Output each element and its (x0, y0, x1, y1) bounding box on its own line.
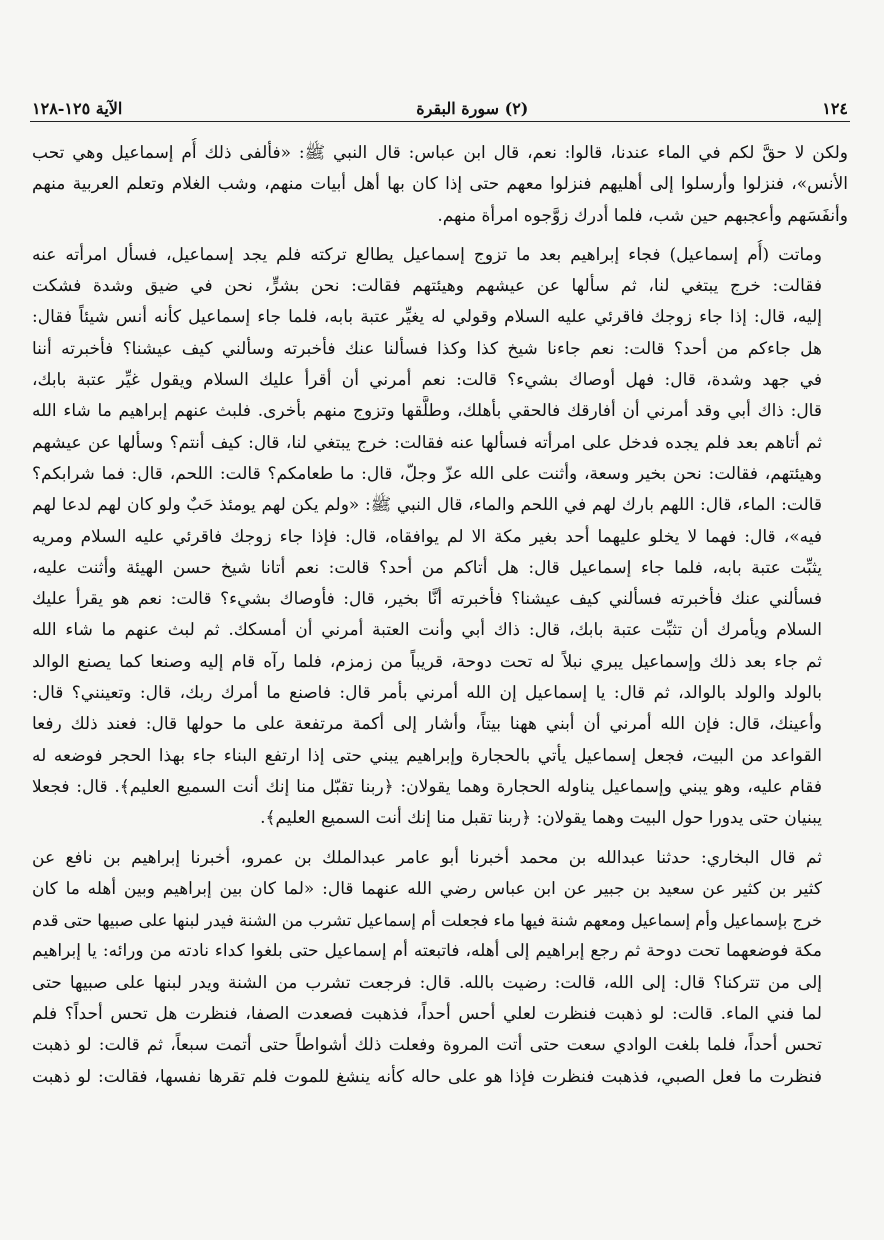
text-line: مكة فوضعهما تحت دوحة ثم رجع إبراهيم إلى أهله، فاتبعته أم إسماعيل حتى بلغوا كداء نادته من ورائه: يا إبراهيم (32, 941, 822, 962)
text-line: وهيئتهم، فقالت: نحن بخير وسعة، وأثنت على الله عزّ وجلّ، قال: ما طعامكم؟ قالت: اللحم، قال: فما شرابكم؟ (32, 463, 822, 484)
text-line: تحس أحداً، فلما بلغت الوادي سعت حتى أتت المروة وفعلت ذلك أشواطاً حتى أتمت سبعاً، ثم قالت: لو ذهبت (32, 1035, 822, 1056)
text-line: بالولد والولد بالوالد، ثم قال: يا إسماعيل إن الله أمرني بأمر قال: فاصنع ما أمرك ربك، قال: وتعينني؟ قال: (32, 683, 823, 704)
page-number: ١٢٤ (822, 99, 848, 118)
paragraph-2 (32, 240, 848, 835)
text-line: ثم أتاهم بعد فلم يجده فدخل على امرأته فسألها عنه فقالت: خرج يبتغي لنا، قال: كيف أنتم؟ وسألها عن عيشهم (32, 432, 822, 453)
text-line: يثبِّت عتبة بابه، فلما جاء إسماعيل قال: هل أتاكم من أحد؟ قالت: نعم أتانا شيخ حسن الهيئة وأثنت عليه، (32, 557, 822, 578)
text-line: ثم قال البخاري: حدثنا عبدالله بن محمد أخبرنا أبو عامر عبدالملك بن عمرو، أخبرنا إبراهيم بن نافع عن (32, 847, 822, 868)
text-line: وأعينك، قال: فإن الله أمرني أن أبني ههنا بيتاً، وأشار إلى أكمة مرتفعة على ما حولها قال: فعند ذلك رفعا (32, 714, 822, 735)
text-line: قالت: الماء، قال: اللهم بارك لهم في اللحم والماء، قال النبي ﷺ: «ولم يكن لهم يومئذ حَبٌ ولو كان لهم لدعا لهم (32, 495, 822, 516)
body-text (32, 138, 848, 1093)
text-line: الأنس»، فنزلوا وأرسلوا إلى أهليهم فنزلوا معهم حتى إذا كان بها أهل أبيات منهم، وشب الغلام وتعلم العربية منهم (32, 174, 848, 195)
text-line: يبنيان حتى يدورا حول البيت وهما يقولان: ﴿ربنا تقبل منا إنك أنت السميع العليم﴾. (260, 808, 822, 829)
text-line: لما فني الماء. قالت: لو ذهبت فنظرت لعلي أحس أحداً، فذهبت فصعدت الصفا، فنظرت هل تحس أحداً؟ فلم (32, 1004, 822, 1025)
text-line: وماتت (أُم إسماعيل) فجاء إبراهيم بعد ما تزوج إسماعيل يطالع تركته فلم يجد إسماعيل، فسأل امرأته عنه (32, 244, 822, 265)
text-line: وأنفَسَهم وأعجبهم حين شب، فلما أدرك زوَّجوه امرأة منهم. (437, 205, 848, 226)
text-line: إليه، قال: إذا جاء زوجك فاقرئي عليه السلام وقولي له يغيِّر عتبة بابه، فلما جاء إسماعيل كأنه أنس شيئاً فقال: (32, 307, 822, 328)
verse-range: الآية ١٢٥-١٢٨ (32, 99, 123, 118)
text-line: القواعد من البيت، فجعل إسماعيل يأتي بالحجارة وإبراهيم يبني حتى إذا ارتفع البناء جاء بهذا الحجر فوضعه له (32, 745, 822, 766)
text-line: ثم جاء بعد ذلك وإسماعيل يبري نبلاً له تحت دوحة، قريباً من زمزم، فلما رآه قام إليه وصنعا كما يصنع الوالد (32, 651, 822, 672)
surah-title: (٢) سورة البقرة (416, 99, 529, 118)
text-line: هل جاءكم من أحد؟ قالت: نعم جاءنا شيخ كذا وكذا فسألنا عنك فأخبرته وسألني كيف عيشنا؟ فأخبرته أننا (32, 338, 822, 359)
text-line: السلام ويأمرك أن تثبِّت عتبة بابك، قال: ذاك أبي وأنت العتبة أمرني أن أمسكك. ثم لبث عنهم ما شاء الله (32, 620, 822, 641)
paragraph-3 (32, 843, 848, 1093)
text-line: كثير بن كثير عن سعيد بن جبير عن ابن عباس رضي الله عنهما قال: «لما كان بين إبراهيم وبين أهله ما كان (32, 878, 822, 899)
header-rule (30, 121, 850, 122)
paragraph-1 (32, 138, 848, 232)
text-line: ولكن لا حقَّ لكم في الماء عندنا، قالوا: نعم، قال ابن عباس: قال النبي ﷺ: «فألفى ذلك أُم إسماعيل وهي تحب (32, 143, 848, 163)
text-line: فنظرت ما فعل الصبي، فذهبت فنظرت فإذا هو على حاله كأنه ينشغ للموت فلم تقرها نفسها، فقالت: لو ذهبت (32, 1066, 822, 1087)
text-line: فيه»، قال: فهما لا يخلو عليهما أحد بغير مكة الا لم يوافقاه، قال: فإذا جاء زوجك فاقرئي عليه السلام ومريه (32, 526, 822, 547)
text-line: فقالت: خرج يبتغي لنا، ثم سألها عن عيشهم وهيئتهم فقالت: نحن بشرٍّ، نحن في ضيق وشدة فشكت (32, 276, 822, 297)
text-line: في جهد وشدة، قال: فهل أوصاك بشيء؟ قالت: نعم أمرني أن أقرأ عليك السلام ويقول غيِّر عتبة بابك، (32, 370, 822, 391)
text-line: قال: ذاك أبي وقد أمرني أن أفارقك فالحقي بأهلك، وطلَّقها وتزوج منهم بأخرى. فلبث عنهم إبراهيم ما شاء الله (32, 401, 822, 422)
text-line: فقام عليه، وهو يبني وإسماعيل يناوله الحجارة وهما يقولان: ﴿ربنا تقبّل منا إنك أنت السميع العليم﴾. قال: فجعلا (32, 776, 822, 797)
text-line: خرج بإسماعيل وأم إسماعيل ومعهم شنة فيها ماء فجعلت أم إسماعيل تشرب من الشنة فيدر لبنها على صبيها حتى قدم (32, 911, 822, 931)
text-line: فسألني عنك فأخبرته فسألني كيف عيشنا؟ فأخبرته أنَّا بخير، قال: فأوصاك بشيء؟ قالت: نعم هو يقرأ عليك (32, 589, 822, 610)
page-header (32, 92, 848, 118)
text-line: إلى من تتركنا؟ قال: إلى الله، قالت: رضيت بالله. قال: فرجعت تشرب من الشنة ويدر لبنها على صبيها حتى (32, 972, 822, 993)
